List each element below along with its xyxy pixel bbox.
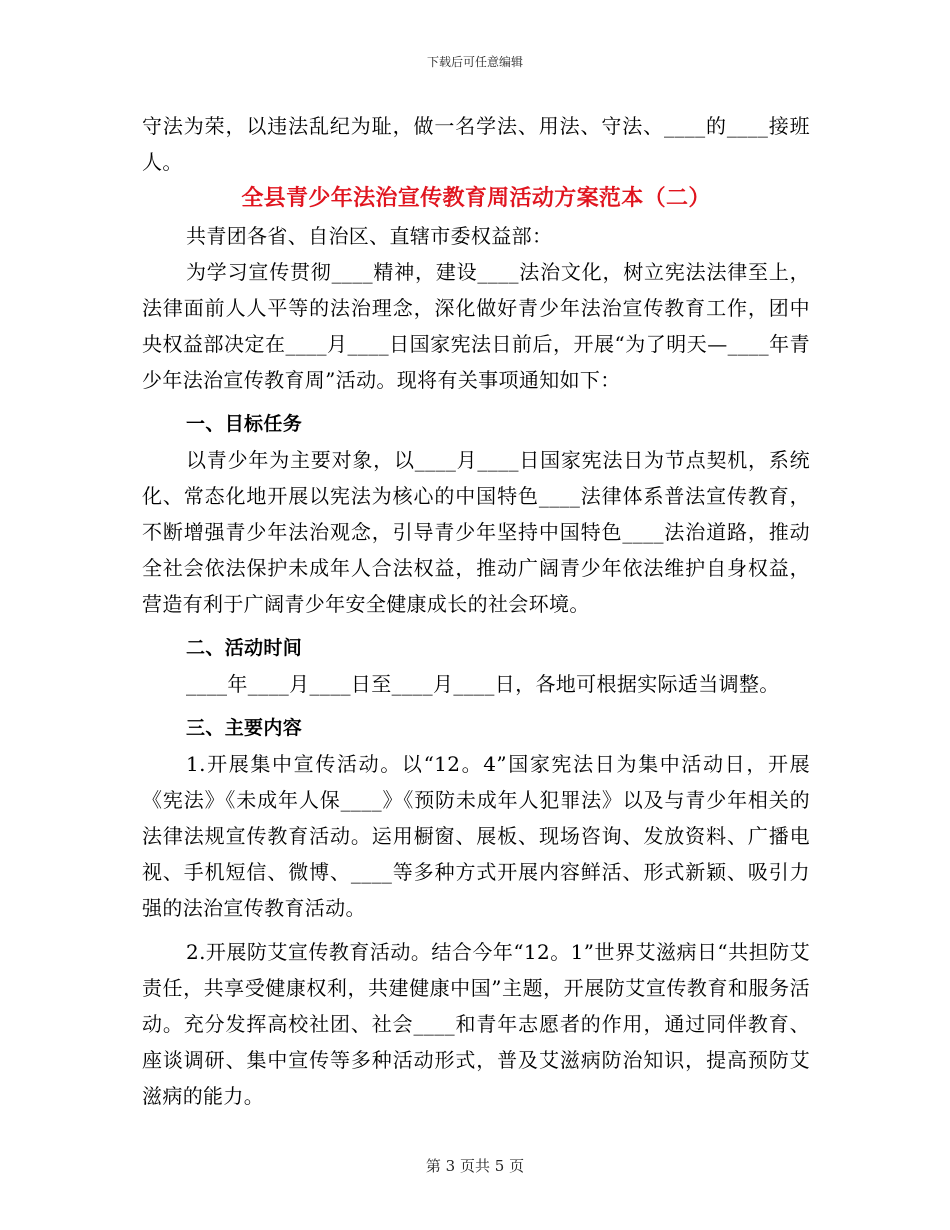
document-title: 全县青少年法治宣传教育周活动方案范本（二） — [241, 186, 711, 211]
paragraph-objectives: 以青少年为主要对象，以____月____日国家宪法日为节点契机，系统化、常态化地开展以宪法为核心的中国特色____法律体系普法宣传教育，不断增强青少年法治观念，引导青少年坚持中国特色____法治道路，推动全社会依法保护未成年人合法权益，推动广阔青少年依法维护自身权益，营造有利于广阔青少年安全健康成长的社会环境。 — [142, 448, 810, 616]
section-heading-objectives: 一、目标任务 — [186, 413, 303, 435]
section-heading-content: 三、主要内容 — [186, 717, 303, 739]
paragraph-item-1: 1.开展集中宣传活动。以“12。4”国家宪法日为集中活动日，开展《宪法》《未成年人保____》《预防未成年人犯罪法》以及与青少年相关的法律法规宣传教育活动。运用橱窗、展板、现场咨询、发放资料、广播电视、手机短信、微博、____等多种方式开展内容鲜活、形式新颖、吸引力强的法治宣传教育活动。 — [142, 752, 810, 920]
paragraph-intro: 为学习宣传贯彻____精神，建设____法治文化，树立宪法法律至上，法律面前人人平等的法治理念，深化做好青少年法治宣传教育工作，团中央权益部决定在____月____日国家宪法日前后，开展“为了明天—____年青少年法治宣传教育周”活动。现将有关事项通知如下： — [142, 260, 810, 392]
page-header: 下载后可任意编辑 — [426, 55, 523, 69]
paragraph-continuation: 守法为荣，以违法乱纪为耻，做一名学法、用法、守法、____的____接班人。 — [142, 114, 810, 174]
paragraph-salutation: 共青团各省、自治区、直辖市委权益部： — [186, 224, 553, 248]
document-body — [142, 108, 810, 1114]
section-heading-time: 二、活动时间 — [186, 637, 303, 659]
paragraph-time: ____年____月____日至____月____日，各地可根据实际适当调整。 — [186, 672, 780, 696]
paragraph-item-2: 2.开展防艾宣传教育活动。结合今年“12。1”世界艾滋病日“共担防艾责任，共享受健康权利，共建健康中国”主题，开展防艾宣传教育和服务活动。充分发挥高校社团、社会____和青年志愿者的作用，通过同伴教育、座谈调研、集中宣传等多种活动形式，普及艾滋病防治知识，提高预防艾滋病的能力。 — [142, 940, 810, 1108]
page-footer: 第 3 页共 5 页 — [425, 1157, 525, 1175]
